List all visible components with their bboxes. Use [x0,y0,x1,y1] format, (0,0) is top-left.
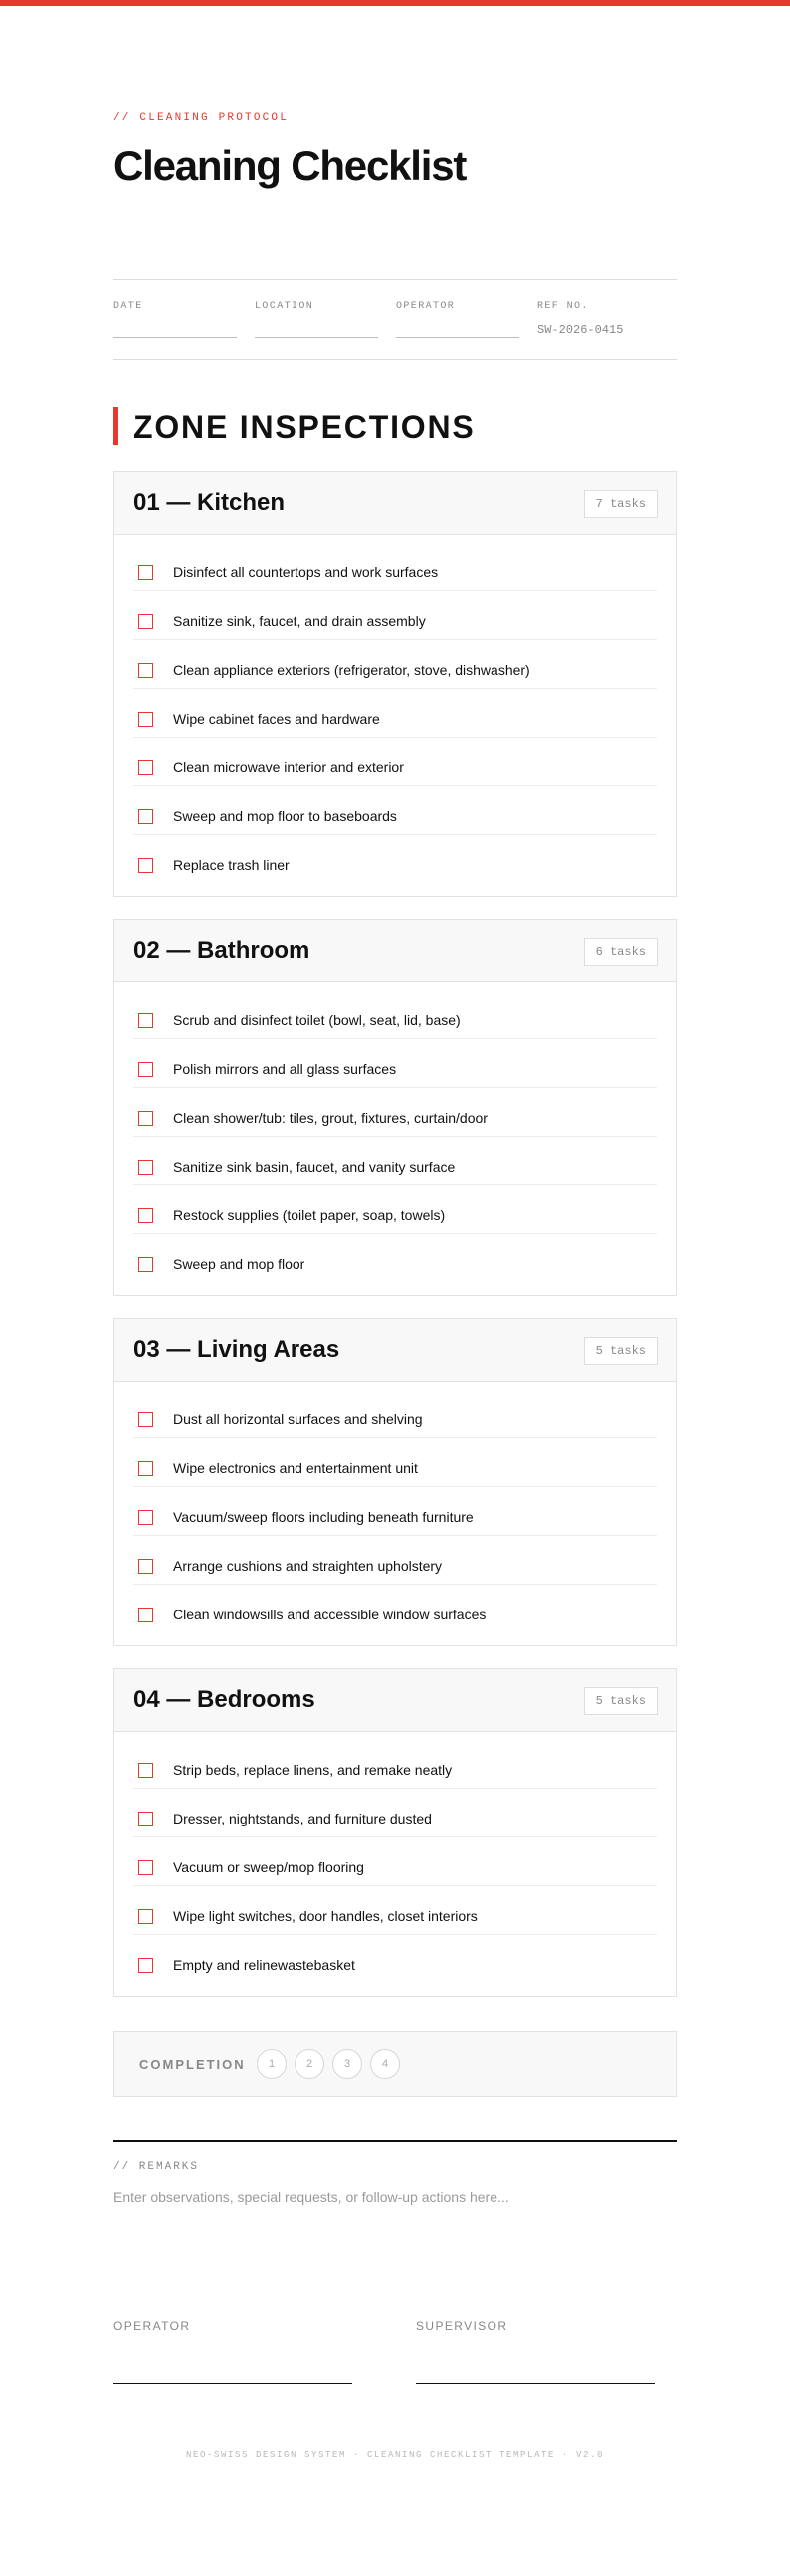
task-row[interactable] [133,542,657,591]
task-row[interactable] [133,1837,657,1886]
zone-title: 02 — Bathroom [133,937,310,964]
accent-top-bar [0,0,790,6]
supervisor-signature-label: SUPERVISOR [416,2319,508,2333]
task-row[interactable] [133,1487,657,1536]
operator-signature-label: OPERATOR [113,2319,191,2333]
date-label: DATE [113,301,143,312]
section-accent-bar [113,407,118,445]
task-checkbox[interactable] [138,809,153,824]
remarks-divider [113,2140,677,2142]
task-row[interactable] [133,1234,657,1283]
task-count-badge: 6 tasks [584,938,658,966]
task-row[interactable] [133,1789,657,1837]
task-checkbox[interactable] [138,1763,153,1778]
location-field[interactable] [255,301,378,338]
zone-title: 04 — Bedrooms [133,1686,315,1713]
task-label: Vacuum or sweep/mop flooring [173,1859,364,1875]
task-row[interactable] [133,1438,657,1487]
zone-header [114,1319,676,1382]
task-row[interactable] [133,1740,657,1789]
completion-step-4[interactable]: 4 [370,2049,400,2079]
task-checkbox[interactable] [138,712,153,727]
task-list [114,1732,676,1996]
operator-label: OPERATOR [396,301,456,312]
task-checkbox[interactable] [138,1812,153,1826]
task-label: Replace trash liner [173,857,290,873]
section-title: ZONE INSPECTIONS [133,409,476,445]
task-checkbox[interactable] [138,760,153,775]
task-checkbox[interactable] [138,565,153,580]
task-checkbox[interactable] [138,1111,153,1126]
task-checkbox[interactable] [138,1208,153,1223]
zone-title: 03 — Living Areas [133,1336,340,1363]
remarks-input[interactable] [113,2188,677,2307]
footer-text: NEO-SWISS DESIGN SYSTEM · CLEANING CHECKLIST TEMPLATE · V2.0 [185,2450,605,2460]
task-checkbox[interactable] [138,1062,153,1077]
task-count-badge: 7 tasks [584,490,658,518]
task-label: Scrub and disinfect toilet (bowl, seat, lid, base) [173,1012,461,1028]
section-header [113,407,677,445]
task-row[interactable] [133,786,657,835]
task-row[interactable] [133,1886,657,1935]
task-row[interactable] [133,1185,657,1234]
remarks-label: // REMARKS [113,2161,200,2173]
task-checkbox[interactable] [138,614,153,629]
zone-header [114,472,676,535]
completion-step-2[interactable]: 2 [295,2049,324,2079]
task-row[interactable] [133,738,657,786]
task-row[interactable] [133,1137,657,1185]
eyebrow-label: // CLEANING PROTOCOL [113,112,290,124]
zone-card [113,919,677,1296]
task-label: Clean microwave interior and exterior [173,759,404,775]
task-label: Clean appliance exteriors (refrigerator, stove, dishwasher) [173,662,530,678]
zone-card [113,1318,677,1646]
zone-card [113,1668,677,1997]
task-count-badge: 5 tasks [584,1337,658,1365]
operator-input-line[interactable] [396,337,519,338]
task-checkbox[interactable] [138,1909,153,1924]
task-row[interactable] [133,1390,657,1438]
location-label: LOCATION [255,301,314,312]
task-label: Vacuum/sweep floors including beneath furniture [173,1509,474,1525]
task-label: Sweep and mop floor [173,1256,305,1272]
task-checkbox[interactable] [138,1461,153,1476]
task-label: Sanitize sink, faucet, and drain assembly [173,613,426,629]
task-checkbox[interactable] [138,1958,153,1973]
supervisor-signature [416,2319,655,2384]
task-row[interactable] [133,1039,657,1088]
task-checkbox[interactable] [138,1257,153,1272]
task-label: Dust all horizontal surfaces and shelving [173,1411,423,1427]
completion-step-3[interactable]: 3 [332,2049,362,2079]
task-list [114,1382,676,1645]
task-checkbox[interactable] [138,1860,153,1875]
task-checkbox[interactable] [138,1013,153,1028]
task-label: Polish mirrors and all glass surfaces [173,1061,397,1077]
task-checkbox[interactable] [138,1608,153,1622]
task-checkbox[interactable] [138,1412,153,1427]
zone-header [114,1669,676,1732]
task-row[interactable] [133,1935,657,1984]
supervisor-signature-line[interactable] [416,2383,655,2384]
task-list [114,535,676,896]
task-label: Disinfect all countertops and work surfaces [173,564,439,580]
task-checkbox[interactable] [138,1160,153,1175]
task-label: Sweep and mop floor to baseboards [173,808,397,824]
task-row[interactable] [133,990,657,1039]
task-label: Sanitize sink basin, faucet, and vanity surface [173,1159,456,1175]
meta-fields [113,279,677,360]
task-row[interactable] [133,640,657,689]
task-label: Dresser, nightstands, and furniture dusted [173,1811,432,1826]
task-checkbox[interactable] [138,1510,153,1525]
zone-header [114,920,676,982]
completion-label: COMPLETION [139,2057,246,2072]
task-row[interactable] [133,1585,657,1633]
task-row[interactable] [133,1088,657,1137]
completion-panel [113,2031,677,2097]
ref-no-value: SW-2026-0415 [537,323,624,337]
task-count-badge: 5 tasks [584,1687,658,1715]
ref-no-field [537,301,661,337]
task-label: Wipe cabinet faces and hardware [173,711,380,727]
task-checkbox[interactable] [138,663,153,678]
task-row[interactable] [133,1536,657,1585]
zone-title: 01 — Kitchen [133,489,286,516]
location-input-line[interactable] [255,337,378,338]
task-label: Empty and relinewastebasket [173,1957,355,1973]
task-list [114,982,676,1295]
zone-card [113,471,677,897]
operator-field[interactable] [396,301,519,338]
task-checkbox[interactable] [138,1559,153,1574]
task-label: Wipe electronics and entertainment unit [173,1460,418,1476]
task-label: Arrange cushions and straighten upholstery [173,1558,443,1574]
page-title: Cleaning Checklist [113,142,467,189]
task-row[interactable] [133,591,657,640]
task-label: Restock supplies (toilet paper, soap, towels) [173,1207,446,1223]
operator-signature-line[interactable] [113,2383,352,2384]
task-row[interactable] [133,835,657,884]
ref-no-label: REF NO. [537,301,589,312]
task-checkbox[interactable] [138,858,153,873]
task-label: Clean shower/tub: tiles, grout, fixtures, curtain/door [173,1110,488,1126]
date-input-line[interactable] [113,337,237,338]
task-label: Clean windowsills and accessible window surfaces [173,1607,487,1622]
date-field[interactable] [113,301,237,338]
task-label: Strip beds, replace linens, and remake neatly [173,1762,453,1778]
completion-step-1[interactable]: 1 [257,2049,287,2079]
operator-signature [113,2319,352,2384]
task-row[interactable] [133,689,657,738]
task-label: Wipe light switches, door handles, closet interiors [173,1908,478,1924]
